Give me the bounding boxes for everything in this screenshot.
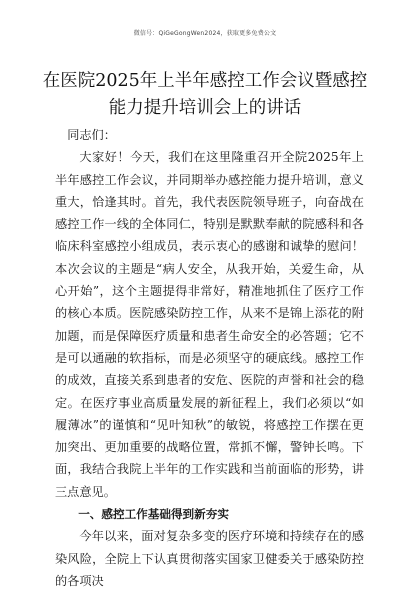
section-heading: 一、感控工作基础得到新夯实 <box>78 507 229 522</box>
document-body <box>55 124 364 592</box>
page-title: 在医院2025年上半年感控工作会议暨感控能力提升培训会上的讲话 <box>42 71 368 118</box>
section-paragraph: 今年以来，面对复杂多变的医疗环境和持续存在的感染风险，全院上下认真贯彻落实国家卫健委关于感染防控的各项决 <box>55 529 364 588</box>
salutation: 同志们： <box>67 128 116 142</box>
header-note: 微信号：QiGeGongWen2024，获取更多免费公文 <box>133 30 277 37</box>
intro-paragraph: 大家好！今天，我们在这里隆重召开全院2025年上半年感控工作会议，并同期举办感控能力提升培训，意义重大，恰逢其时。首先，我代表医院领导班子，向奋战在感控工作一线的全体同仁，特别是默默奉献的院感科和各临床科室感控小组成员，表示衷心的感谢和诚挚的慰问！本次会议的主题是“病人安全，从我开始，关爱生命，从心开始”，这个主题提得非常好，精准地抓住了医疗工作的核心本质。医院感染防控工作，从来不是锦上添花的附加题，而是保障医疗质量和患者生命安全的必答题；它不是可以通融的软指标，而是必须坚守的硬底线。感控工作的成效，直接关系到患者的安危、医院的声誉和社会的稳定。在医疗事业高质量发展的新征程上，我们必须以“如履薄冰”的谨慎和“见叶知秋”的敏锐，将感控工作摆在更加突出、更加重要的战略位置，常抓不懈，警钟长鸣。下面，我结合我院上半年的工作实践和当前面临的形势，讲三点意见。 <box>55 150 364 499</box>
